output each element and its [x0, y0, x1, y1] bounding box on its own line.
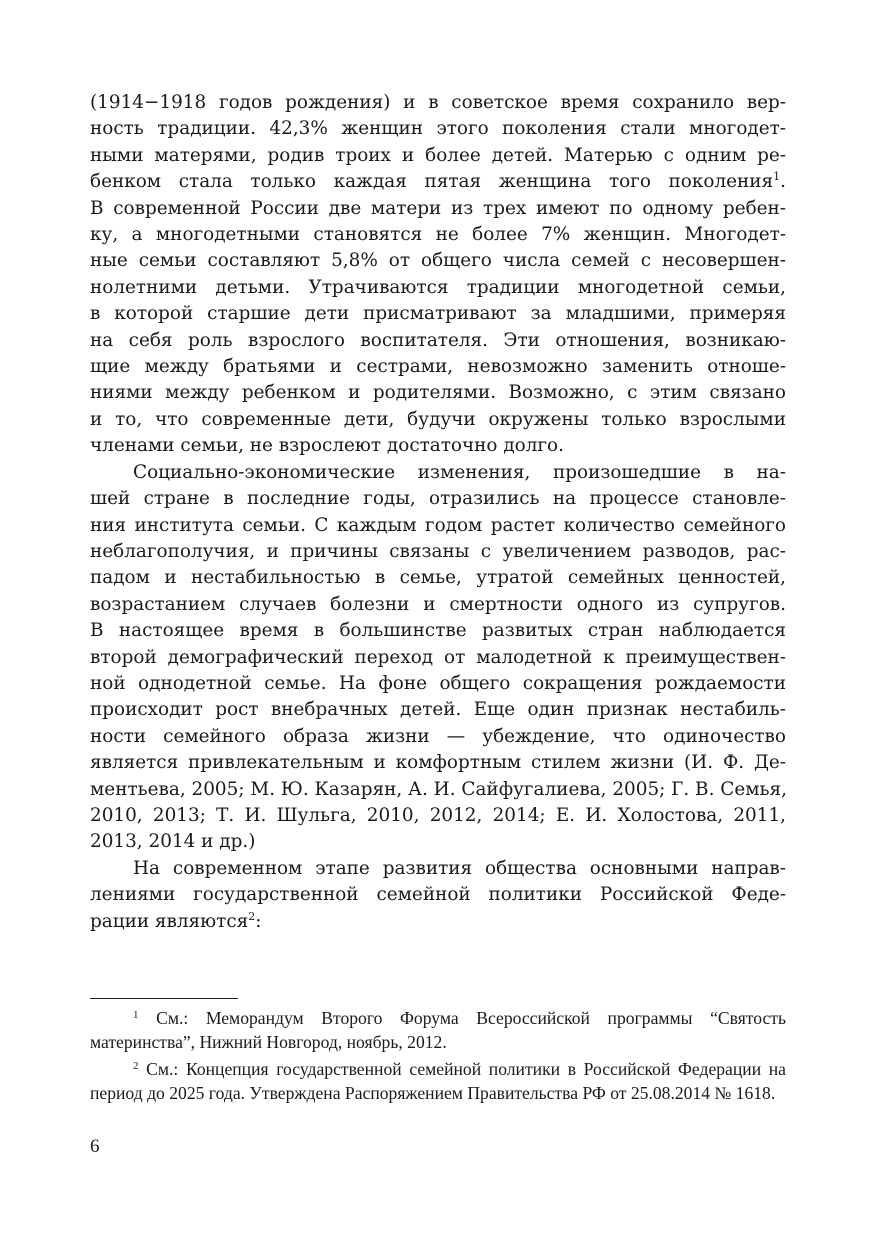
text-line — [90, 724, 786, 750]
line-text: возрастанием случаев болезни и смертности одного из супругов. — [90, 593, 786, 615]
footnote-divider — [90, 998, 238, 999]
text-line — [90, 196, 786, 222]
text-line — [90, 645, 786, 671]
text-line — [90, 856, 786, 882]
line-text: нолетними детьми. Утрачиваются традиции многодетной семьи, — [90, 276, 786, 298]
text-line — [90, 460, 786, 486]
text-line — [90, 697, 786, 723]
text-line — [90, 116, 786, 142]
text-line — [90, 90, 786, 116]
line-text-after: : — [255, 910, 262, 932]
footnote-text: См.: Меморандум Второго Форума Всероссийской программы “Святость материнства”, Нижний Новгород, ноябрь, 2012. — [90, 1008, 786, 1052]
line-text: ности семейного образа жизни — убеждение, что одиночество — [90, 725, 786, 747]
text-line — [90, 829, 786, 855]
line-text: 2013, 2014 и др.) — [90, 831, 256, 853]
text-line — [90, 169, 786, 195]
text-line — [90, 750, 786, 776]
line-text: 2010, 2013; Т. И. Шульга, 2010, 2012, 2014; Е. И. Холостова, 2011, — [90, 804, 786, 826]
text-line — [90, 671, 786, 697]
text-line — [90, 433, 786, 459]
line-text: На современном этапе развития общества основными направ- — [133, 857, 786, 879]
text-line — [90, 222, 786, 248]
line-text: ной однодетной семье. На фоне общего сокращения рождаемости — [90, 672, 786, 694]
footnote-reference[interactable]: 2 — [248, 909, 256, 923]
line-text: В настоящее время в большинстве развитых стран наблюдается — [90, 620, 786, 642]
footnotes — [90, 1006, 786, 1108]
line-text: В современной России две матери из трех имеют по одному ребен- — [90, 197, 786, 219]
line-text-after: . — [780, 171, 786, 193]
line-text: ные семьи составляют 5,8% от общего числа семей с несовершен- — [90, 250, 786, 272]
line-text: ными матерями, родив троих и более детей. Матерью с одним ре- — [90, 144, 786, 166]
page-number: 6 — [90, 1136, 100, 1157]
footnote-number: 1 — [133, 1009, 139, 1021]
footnote-text: См.: Концепция государственной семейной политики в Российской Федерации на период до 2025 года. Утверждена Распоряжением Правительства РФ от 25.08.2014 № 1618. — [90, 1059, 786, 1103]
text-line — [90, 143, 786, 169]
line-text: бенком стала только каждая пятая женщина того поколения — [90, 171, 774, 193]
line-text: рации являются — [90, 910, 249, 932]
text-line — [90, 486, 786, 512]
text-line — [90, 407, 786, 433]
line-text: Социально-экономические изменения, произошедшие в на- — [133, 461, 786, 483]
footnote-number: 2 — [133, 1060, 139, 1072]
line-text: является привлекательным и комфортным стилем жизни (И. Ф. Де- — [90, 752, 786, 774]
line-text: и то, что современные дети, будучи окружены только взрослыми — [90, 408, 786, 430]
text-line — [90, 565, 786, 591]
line-text: лениями государственной семейной политики Российской Феде- — [90, 884, 786, 906]
line-text: ность традиции. 42,3% женщин этого поколения стали многодет- — [90, 118, 786, 140]
line-text: ку, а многодетными становятся не более 7% женщин. Многодет- — [90, 224, 786, 246]
line-text: шей стране в последние годы, отразились на процессе становле- — [90, 488, 786, 510]
footnote — [90, 1057, 786, 1105]
text-line — [90, 354, 786, 380]
text-line — [90, 777, 786, 803]
text-line — [90, 301, 786, 327]
line-text: падом и нестабильностью в семье, утратой семейных ценностей, — [90, 567, 786, 589]
text-line — [90, 513, 786, 539]
line-text: членами семьи, не взрослеют достаточно долго. — [90, 435, 564, 457]
footnote — [90, 1006, 786, 1054]
text-line — [90, 909, 786, 935]
text-line — [90, 248, 786, 274]
line-text: (1914−1918 годов рождения) и в советское время сохранило вер- — [90, 92, 786, 113]
line-text: ния института семьи. С каждым годом растет количество семейного — [90, 514, 786, 536]
text-line — [90, 328, 786, 354]
body-text — [90, 90, 786, 935]
line-text: на себя роль взрослого воспитателя. Эти отношения, возникаю- — [90, 329, 786, 351]
text-line — [90, 380, 786, 406]
text-line — [90, 592, 786, 618]
line-text: второй демографический переход от малодетной к преимуществен- — [90, 646, 786, 668]
line-text: неблагополучия, и причины связаны с увеличением разводов, рас- — [90, 540, 786, 562]
footnote-reference[interactable]: 1 — [773, 170, 781, 184]
line-text: происходит рост внебрачных детей. Еще один признак нестабиль- — [90, 699, 786, 721]
line-text: щие между братьями и сестрами, невозможно заменить отноше- — [90, 356, 786, 378]
line-text: ниями между ребенком и родителями. Возможно, с этим связано — [90, 382, 786, 404]
line-text: ментьева, 2005; М. Ю. Казарян, А. И. Сайфугалиева, 2005; Г. В. Семья, — [90, 778, 787, 800]
text-line — [90, 803, 786, 829]
line-text: в которой старшие дети присматривают за младшими, примеряя — [90, 303, 786, 325]
text-line — [90, 882, 786, 908]
text-line — [90, 539, 786, 565]
text-line — [90, 275, 786, 301]
text-line — [90, 618, 786, 644]
